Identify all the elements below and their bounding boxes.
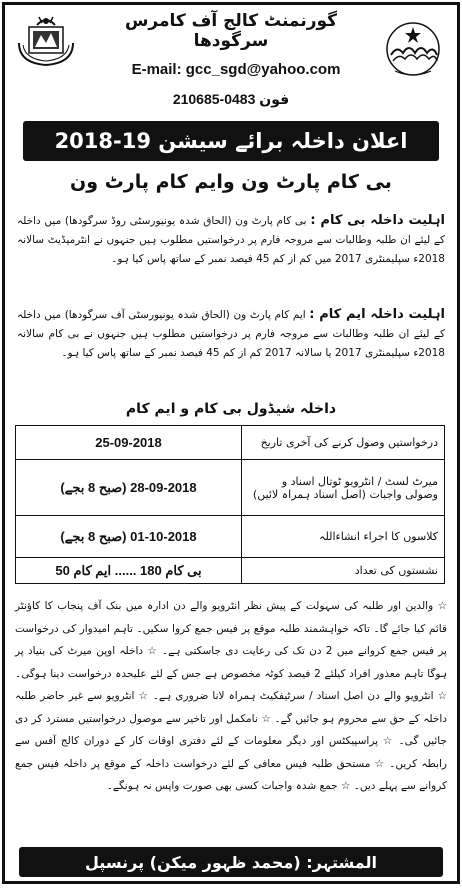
admission-banner: اعلان داخلہ برائے سیشن 19-2018: [23, 121, 439, 161]
bcom-eligibility: [17, 211, 445, 269]
table-row: [16, 516, 445, 558]
schedule-value: بی کام 180 ...... ایم کام 50: [16, 558, 242, 584]
college-name: گورنمنٹ کالج آف کامرس سرگودھا: [124, 11, 338, 51]
schedule-value: 01-10-2018 (صبح 8 بجے): [16, 516, 242, 558]
phone-number: [145, 91, 317, 108]
schedule-value: 25-09-2018: [16, 426, 242, 460]
schedule-title: داخلہ شیڈول بی کام و ایم کام: [125, 401, 337, 417]
table-row: [16, 460, 445, 516]
punjab-emblem-icon: [381, 19, 445, 81]
email-address: E-mail: gcc_sgd@yahoo.com: [131, 61, 341, 78]
admission-notice: [2, 2, 460, 884]
bcom-eligibility-heading: اہلیت داخلہ بی کام :: [310, 213, 445, 228]
programs-subtitle: بی کام پارٹ ون وایم کام پارٹ ون: [70, 171, 392, 193]
header: [5, 5, 457, 115]
schedule-label: میرٹ لسٹ / انٹرویو ٹوتال اسناد و وصولی واجبات (اصل اسناد ہمراہ لائیں): [242, 460, 445, 516]
schedule-label: نشستوں کی تعداد: [242, 558, 445, 584]
phone-label: فون: [259, 92, 290, 108]
schedule-value: 28-09-2018 (صبح 8 بجے): [16, 460, 242, 516]
schedule-label: درخواستیں وصول کرنے کی آخری تاریخ: [242, 426, 445, 460]
schedule-table: [15, 425, 445, 584]
table-row: [16, 558, 445, 584]
phone-value: 0483-210685: [172, 91, 256, 107]
bcom-eligibility-text: بی کام پارٹ ون (الحاق شدہ یونیورسٹی روڈ سرگودھا) میں داخلہ کے لیئے ان طلبہ وطالبات سے مروجہ فارم پر درخواستیں مطلوب ہیں جنہوں نے انٹرمیڈیٹ سالانہ 2018ء سپلیمنٹری 2017 میں کم از کم 45 فیصد نمبر کے ساتھ پاس کیا ہو۔: [17, 215, 445, 265]
schedule-label: کلاسوں کا اجراء انشاءاللہ: [242, 516, 445, 558]
mcom-eligibility-heading: اہلیت داخلہ ایم کام :: [309, 307, 446, 322]
table-row: [16, 426, 445, 460]
principal-signature: المشتہر: (محمد ظہور میکن) پرنسپل: [19, 847, 443, 877]
college-crest-icon: [15, 13, 77, 67]
mcom-eligibility: [17, 305, 445, 363]
mcom-eligibility-text: ایم کام پارٹ ون (الحاق شدہ یونیورسٹی آف سرگودھا) میں داخلہ کے لیئے ان طلبہ وطالبات سے مروجہ فارم پر درخواستیں مطلوب ہیں جنہوں نے بی کام سالانہ 2018ء سپلیمنٹری 2017 یا سالانہ 2017 کم از کم 45 فیصد نمبر کے ساتھ پاس کیا ہو۔: [17, 309, 445, 359]
admission-notes: ☆ والدین اور طلبہ کی سہولت کے پیش نظر انٹرویو والے دن ادارہ میں بنک آف پنجاب کا کاؤنٹر قائم کیا جائے گا۔ تاکہ خواہشمند طلبہ موقع پر فیس جمع کروا سکیں۔ تاہم امیدوار کی درخواست پر فیس جمع کروانے میں 2 دن تک کی رعایت دی جاسکتی ہے۔ ☆ داخلہ اوپن میرٹ کی بنیاد پر ہوگا تاہم معذور افراد کیلئے 2 فیصد کوٹہ مخصوص ہے جس کے لئے علیحدہ درخواست دینا ہوگی۔ ☆ انٹرویو والے دن اصل اسناد / سرٹیفکیٹ ہمراہ لانا ضروری ہے۔ ☆ انٹرویو سے غیر حاضر طلبہ داخلہ کے حق سے محروم ہو جائیں گے۔ ☆ نامکمل اور تاخیر سے موصول درخواستیں مسترد کر دی جائیں گی۔ ☆ پراسپیکٹس اور دیگر معلومات کے لئے دفتری اوقات کار کے دوران کالج آفس سے رابطہ کریں۔ ☆ مستحق طلبہ فیس معافی کے لئے درخواست داخلہ کے موقع پر داخلہ فیس جمع کروانے سے پہلے دیں۔ ☆ جمع شدہ واجبات کسی بھی صورت واپس نہ ہونگے۔: [15, 600, 448, 792]
